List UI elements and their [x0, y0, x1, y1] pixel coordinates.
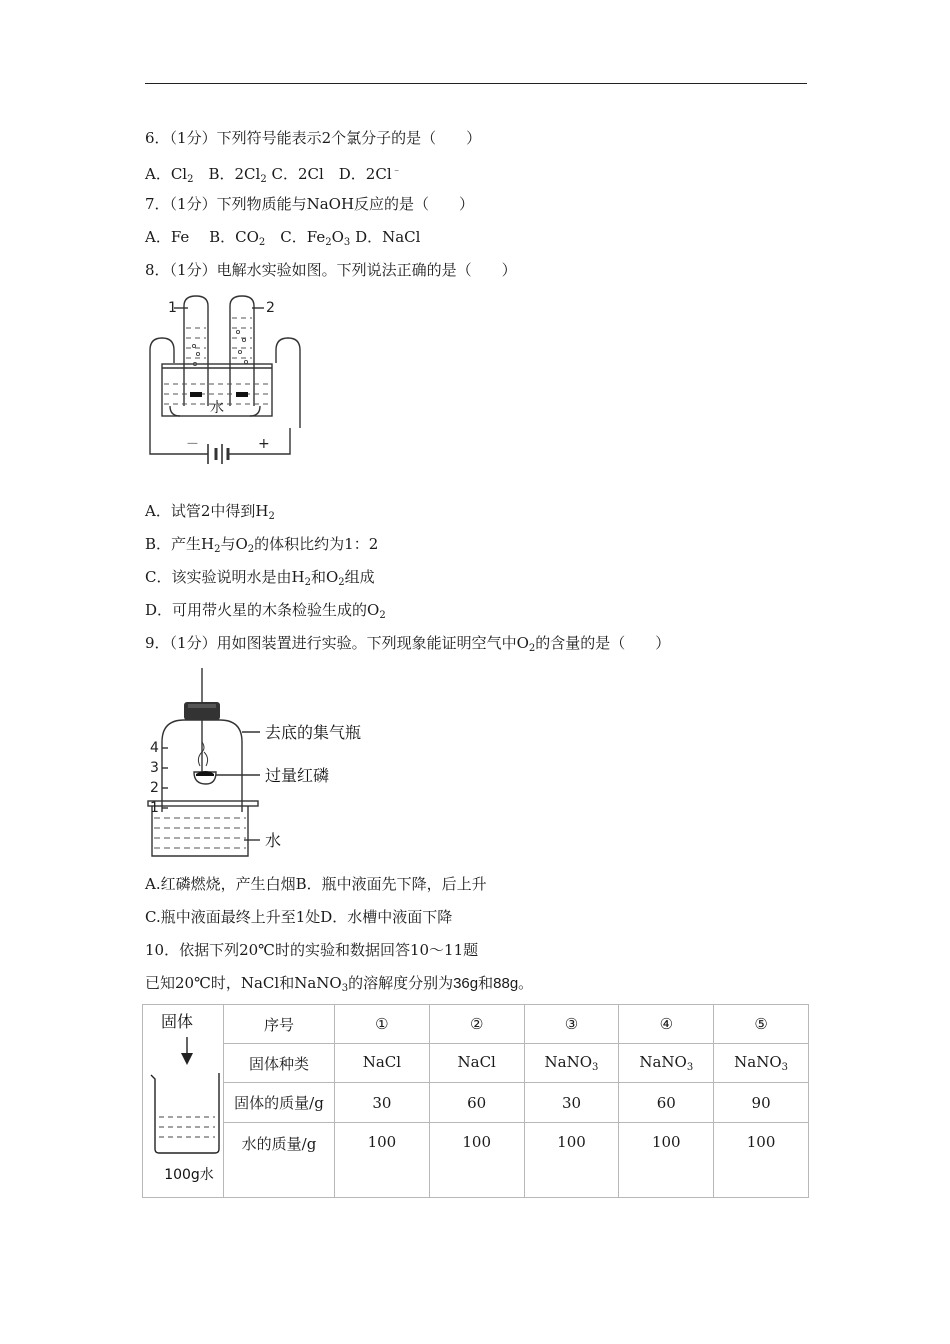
col-1: ①	[335, 1005, 430, 1044]
phosphorus-label: 过量红磷	[265, 766, 330, 785]
header-kind: 固体种类	[224, 1044, 335, 1083]
q8-option-b: B．产生$H_2$与$O_2$的体积比约为1：2	[145, 535, 379, 555]
phosphorus-figure	[140, 662, 400, 862]
beaker-figure-cell	[143, 1005, 224, 1198]
beaker-figure	[143, 1005, 223, 1193]
q10-known: 已知20℃时，NaCl和NaNO$_3$的溶解度分别为36g和88g。	[145, 974, 534, 994]
q6-stem: 6．（1分）下列符号能表示2个氯分子的是（ ）	[145, 129, 482, 147]
q10-stem: 10．依据下列20℃时的实验和数据回答10～11题	[145, 941, 479, 959]
solid-mass-cell: 60	[619, 1083, 714, 1122]
solid-label: 固体	[160, 1012, 194, 1031]
tank-water-label: 水	[265, 831, 282, 850]
solid-mass-cell: 90	[714, 1083, 809, 1122]
water-mass-cell: 100	[524, 1122, 619, 1197]
q8-option-d: D．可用带火星的木条检验生成的$O_2$	[145, 601, 386, 621]
scale-mark-2: 2	[150, 780, 159, 796]
scale-mark-3: 3	[150, 760, 159, 776]
table-row	[143, 1005, 809, 1044]
water-100g-label: 100g水	[164, 1167, 214, 1183]
negative-label: －	[186, 437, 200, 452]
water-mass-cell: 100	[714, 1122, 809, 1197]
q8-option-c: C．该实验说明水是由$H_2$和$O_2$组成	[145, 568, 375, 588]
kind-cell: NaNO$_3$	[714, 1044, 809, 1083]
col-4: ④	[619, 1005, 714, 1044]
water-label: 水	[210, 400, 224, 416]
col-5: ⑤	[714, 1005, 809, 1044]
header-rule	[145, 83, 807, 84]
scale-mark-4: 4	[150, 740, 159, 756]
table-row	[143, 1044, 809, 1083]
experiment-table	[142, 1004, 809, 1198]
header-water-mass: 水的质量/g	[224, 1122, 335, 1197]
water-mass-cell: 100	[429, 1122, 524, 1197]
scale-mark-1: 1	[150, 800, 159, 816]
q9-options-cd: C.瓶中液面最终上升至1处D．水槽中液面下降	[145, 908, 453, 926]
col-3: ③	[524, 1005, 619, 1044]
q8-option-a: A．试管2中得到$H_2$	[145, 502, 275, 522]
kind-cell: NaCl	[335, 1044, 430, 1083]
solid-mass-cell: 30	[524, 1083, 619, 1122]
table-row	[143, 1083, 809, 1122]
kind-cell: NaNO$_3$	[524, 1044, 619, 1083]
electrolysis-figure	[140, 288, 310, 473]
q9-stem: 9．（1分）用如图装置进行实验。下列现象能证明空气中$O_2$的含量的是（ ）	[145, 634, 671, 654]
header-solid-mass: 固体的质量/g	[224, 1083, 335, 1122]
kind-cell: NaNO$_3$	[619, 1044, 714, 1083]
kind-cell: NaCl	[429, 1044, 524, 1083]
solid-mass-cell: 60	[429, 1083, 524, 1122]
positive-label: +	[258, 436, 270, 452]
header-index: 序号	[224, 1005, 335, 1044]
tube1-label: 1	[168, 300, 177, 316]
tube2-label: 2	[266, 300, 275, 316]
col-2: ②	[429, 1005, 524, 1044]
solid-mass-cell: 30	[335, 1083, 430, 1122]
q7-options: A．Fe B．$CO_2$ C．$Fe_2O_3$ D．NaCl	[145, 228, 421, 248]
water-mass-cell: 100	[335, 1122, 430, 1197]
q8-stem: 8．（1分）电解水实验如图。下列说法正确的是（ ）	[145, 261, 517, 279]
q9-options-ab: A.红磷燃烧，产生白烟B．瓶中液面先下降，后上升	[145, 875, 487, 893]
q7-stem: 7．（1分）下列物质能与NaOH反应的是（ ）	[145, 195, 475, 213]
jar-label: 去底的集气瓶	[265, 723, 362, 742]
q6-options: A．$Cl_2$ B．$2Cl_2$ C．2Cl D．2Cl﹣	[145, 165, 402, 185]
table-row	[143, 1122, 809, 1197]
water-mass-cell: 100	[619, 1122, 714, 1197]
